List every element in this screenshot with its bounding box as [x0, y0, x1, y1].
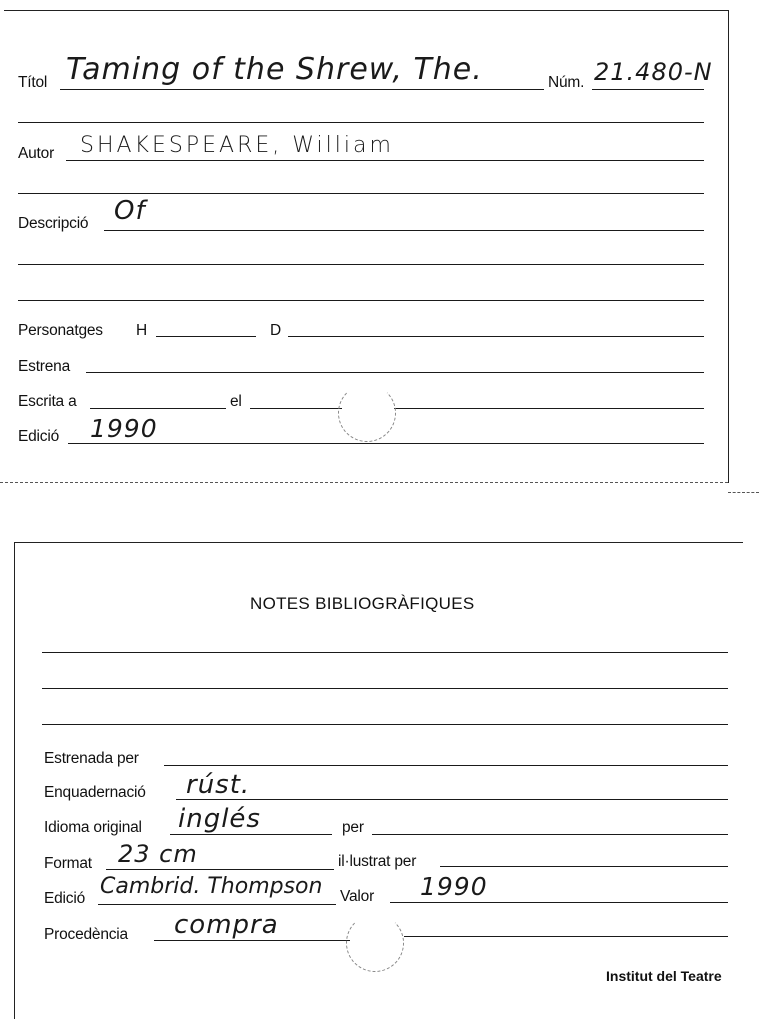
idioma-line [170, 834, 332, 835]
descripcio-label: Descripció [18, 215, 89, 232]
idioma-label: Idioma original [44, 819, 142, 836]
descripcio-value: Of [114, 196, 146, 226]
procedencia-label: Procedència [44, 926, 128, 943]
enquadernacio-label: Enquadernació [44, 784, 146, 801]
card-edge-dashed [728, 492, 759, 493]
num-value: 21.480-N [594, 58, 713, 86]
personatges-d-line [288, 336, 704, 337]
valor-value: 1990 [420, 872, 488, 901]
personatges-h-line [156, 336, 256, 337]
blank-line [42, 652, 728, 653]
num-label: Núm. [548, 74, 585, 91]
institution-footer: Institut del Teatre [606, 968, 722, 984]
autor-line [66, 160, 704, 161]
punch-hole [346, 914, 404, 972]
estrenada-label: Estrenada per [44, 750, 139, 767]
idioma-per-line [372, 834, 728, 835]
titol-value: Taming of the Shrew, The. [66, 52, 483, 87]
escrita-el-label: el [230, 393, 242, 410]
blank-line [42, 724, 728, 725]
num-line [592, 89, 704, 90]
illustrat-line [440, 866, 728, 867]
estrena-label: Estrena [18, 358, 71, 375]
procedencia-value: compra [174, 910, 279, 940]
personatges-h-label: H [136, 322, 147, 339]
valor-label: Valor [340, 888, 375, 905]
punch-hole [338, 384, 396, 442]
procedencia-line [154, 940, 350, 941]
illustrat-label: il·lustrat per [338, 853, 417, 870]
descripcio-line [104, 230, 704, 231]
escrita-line [90, 408, 226, 409]
valor-line [390, 902, 728, 903]
idioma-per-label: per [342, 819, 364, 836]
edicio-back-value: Cambrid. Thompson [100, 874, 323, 899]
personatges-label: Personatges [18, 322, 103, 339]
escrita-el-line-right [394, 408, 704, 409]
estrenada-line [164, 765, 728, 766]
idioma-value: inglés [178, 804, 261, 834]
notes-heading: NOTES BIBLIOGRÀFIQUES [250, 594, 475, 613]
edicio-line [68, 443, 704, 444]
edicio-back-line [98, 904, 336, 905]
personatges-d-label: D [270, 322, 281, 339]
autor-label: Autor [18, 145, 55, 162]
autor-value: SHAKESPEARE, William [80, 133, 394, 158]
titol-line [60, 89, 544, 90]
enquadernacio-line [176, 799, 728, 800]
format-label: Format [44, 855, 92, 872]
blank-line [42, 688, 728, 689]
edicio-back-label: Edició [44, 890, 86, 907]
format-value: 23 cm [118, 840, 198, 868]
estrena-line [86, 372, 704, 373]
blank-line [18, 300, 704, 301]
edicio-label: Edició [18, 428, 60, 445]
escrita-el-line [250, 408, 342, 409]
procedencia-line-right [404, 936, 728, 937]
edicio-value: 1990 [90, 414, 158, 443]
titol-label: Títol [18, 74, 48, 91]
blank-line [18, 264, 704, 265]
blank-line [18, 193, 704, 194]
format-line [106, 869, 334, 870]
card-edge-dashed [0, 482, 728, 483]
enquadernacio-value: rúst. [186, 770, 251, 800]
blank-line [18, 122, 704, 123]
escrita-label: Escrita a [18, 393, 77, 410]
